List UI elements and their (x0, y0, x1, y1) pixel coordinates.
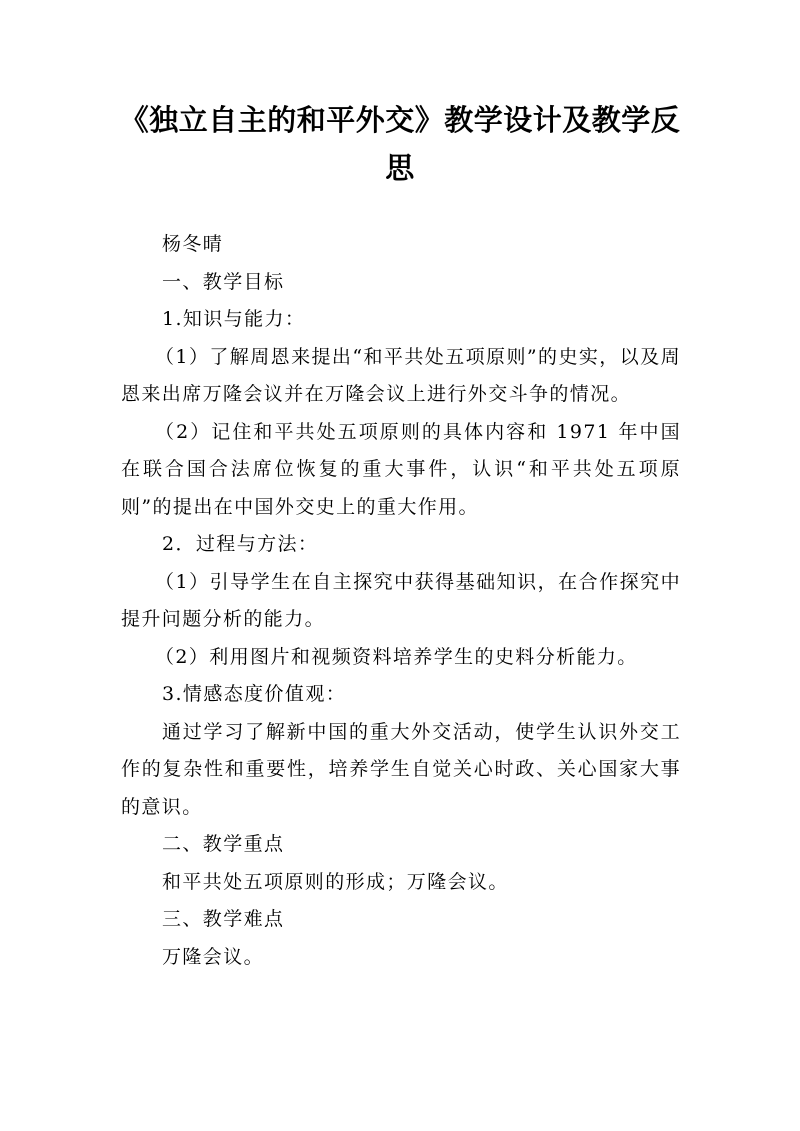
author-name: 杨冬晴 (162, 233, 224, 255)
document-title: 《独立自主的和平外交》教学设计及教学反思 (119, 103, 681, 185)
paragraph-item-2-2: （2）利用图片和视频资料培养学生的史料分析能力。 (155, 645, 638, 668)
section-heading-difficult-points: 三、教学难点 (162, 908, 285, 930)
section-heading-teaching-goals: 一、教学目标 (162, 270, 285, 293)
paragraph-item-3: 通过学习了解新中国的重大外交活动，使学生认识外交工作的复杂性和重要性，培养学生自觉关心时政、关心国家大事的意识。 (121, 720, 681, 818)
subheading-emotion-values: 3.情感态度价值观： (162, 683, 347, 705)
paragraph-item-2-1: （1）引导学生在自主探究中获得基础知识，在合作探究中提升问题分析的能力。 (121, 570, 681, 630)
subheading-knowledge-ability: 1.知识与能力： (162, 308, 306, 330)
paragraph-difficult-points: 万隆会议。 (162, 945, 265, 968)
paragraph-item-1-2: （2）记住和平共处五项原则的具体内容和 1971 年中国在联合国合法席位恢复的重大事件，认识“和平共处五项原则”的提出在中国外交史上的重大作用。 (121, 420, 681, 518)
subheading-process-method: 2．过程与方法： (162, 533, 319, 555)
paragraph-item-1-1: （1）了解周恩来提出“和平共处五项原则”的史实，以及周恩来出席万隆会议并在万隆会议上进行外交斗争的情况。 (121, 345, 681, 405)
document-body (121, 226, 681, 976)
paragraph-key-points: 和平共处五项原则的形成；万隆会议。 (162, 870, 509, 893)
section-heading-key-points: 二、教学重点 (162, 833, 285, 855)
